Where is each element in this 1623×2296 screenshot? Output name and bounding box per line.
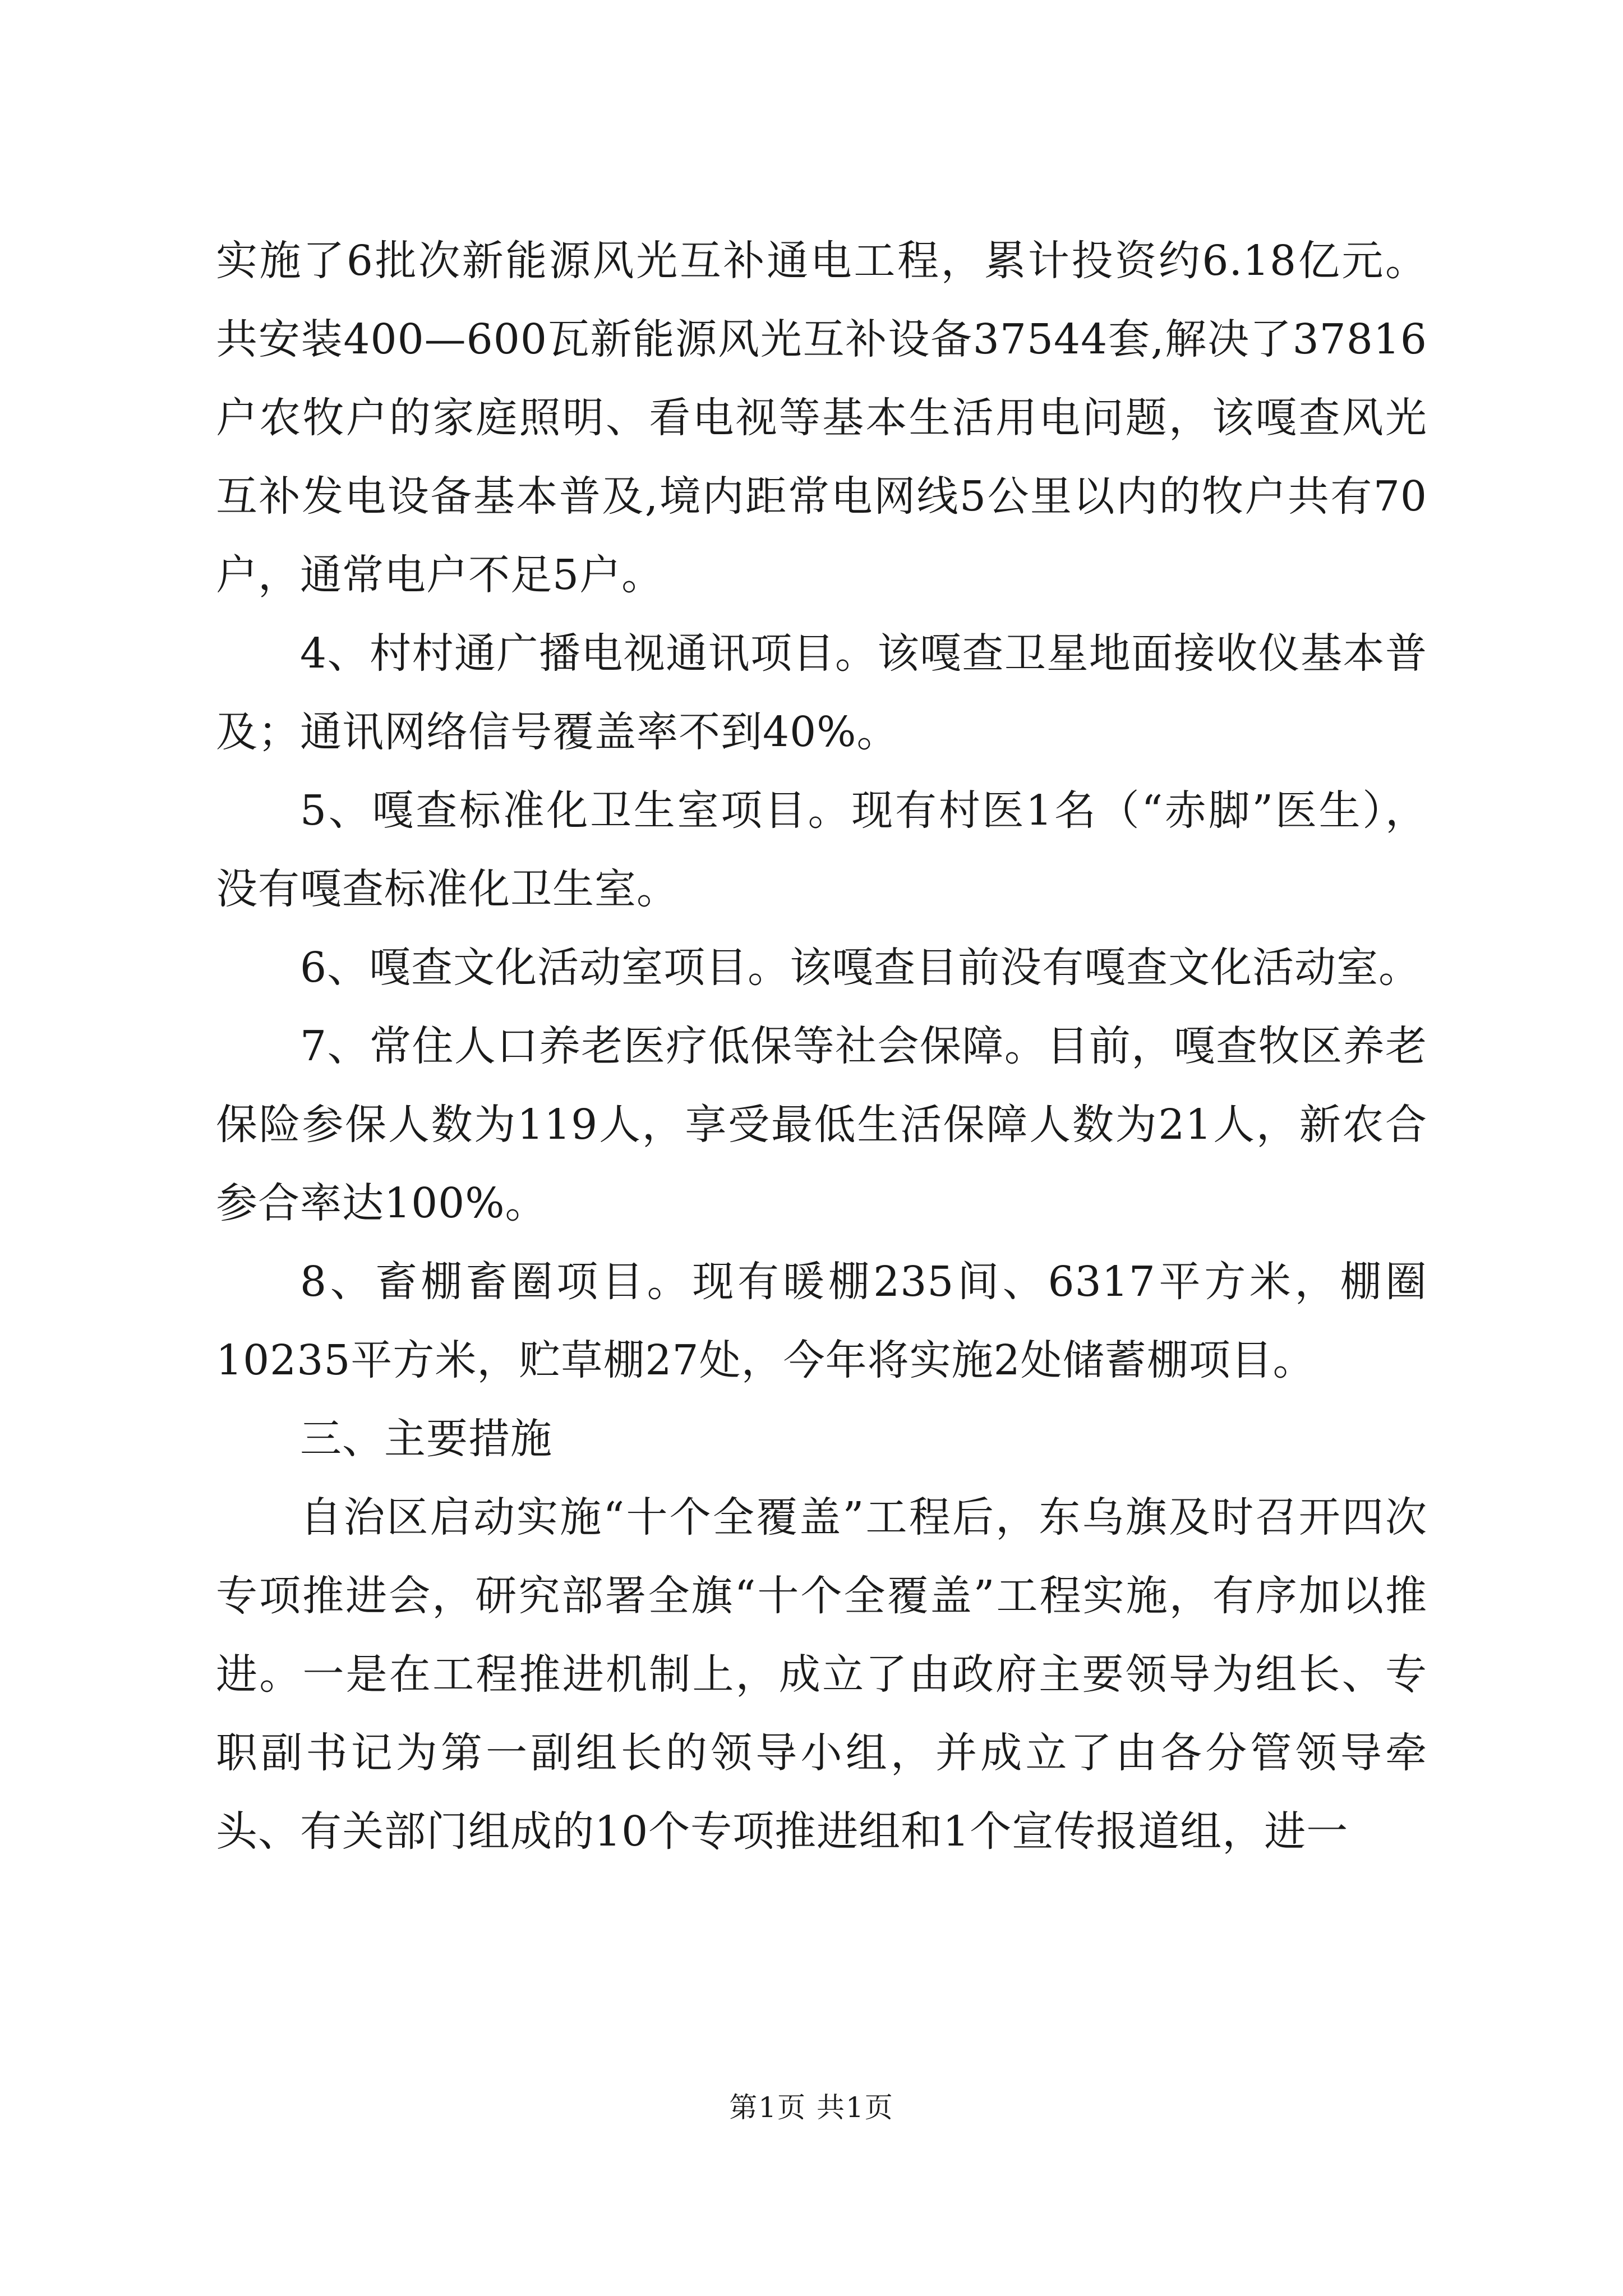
document-body <box>216 222 1427 1871</box>
paragraph-item-8: 8、畜棚畜圈项目。现有暖棚235间、6317平方米，棚圈10235平方米，贮草棚27处，今年将实施2处储蓄棚项目。 <box>216 1258 1427 1384</box>
paragraph-item-4: 4、村村通广播电视通讯项目。该嘎查卫星地面接收仪基本普及；通讯网络信号覆盖率不到40%。 <box>216 629 1427 756</box>
section-heading: 三、主要措施 <box>300 1415 552 1463</box>
paragraph-item-6: 6、嘎查文化活动室项目。该嘎查目前没有嘎查文化活动室。 <box>300 944 1421 992</box>
paragraph-continuation: 实施了6批次新能源风光互补通电工程，累计投资约6.18亿元。共安装400—600瓦新能源风光互补设备37544套,解决了37816户农牧户的家庭照明、看电视等基本生活用电问题，该嘎查风光互补发电设备基本普及,境内距常电网线5公里以内的牧户共有70户，通常电户不足5户。 <box>216 237 1427 599</box>
page-footer: 第1页 共1页 <box>729 2091 894 2124</box>
paragraph-item-5: 5、嘎查标准化卫生室项目。现有村医1名（“赤脚”医生），没有嘎查标准化卫生室。 <box>216 786 1427 913</box>
paragraph-item-7: 7、常住人口养老医疗低保等社会保障。目前，嘎查牧区养老保险参保人数为119人，享受最低生活保障人数为21人，新农合参合率达100%。 <box>216 1022 1427 1227</box>
paragraph-measures: 自治区启动实施“十个全覆盖”工程后，东乌旗及时召开四次专项推进会，研究部署全旗“十个全覆盖”工程实施，有序加以推进。一是在工程推进机制上，成立了由政府主要领导为组长、专职副书记为第一副组长的领导小组，并成立了由各分管领导牵头、有关部门组成的10个专项推进组和1个宣传报道组，进一 <box>216 1493 1427 1856</box>
